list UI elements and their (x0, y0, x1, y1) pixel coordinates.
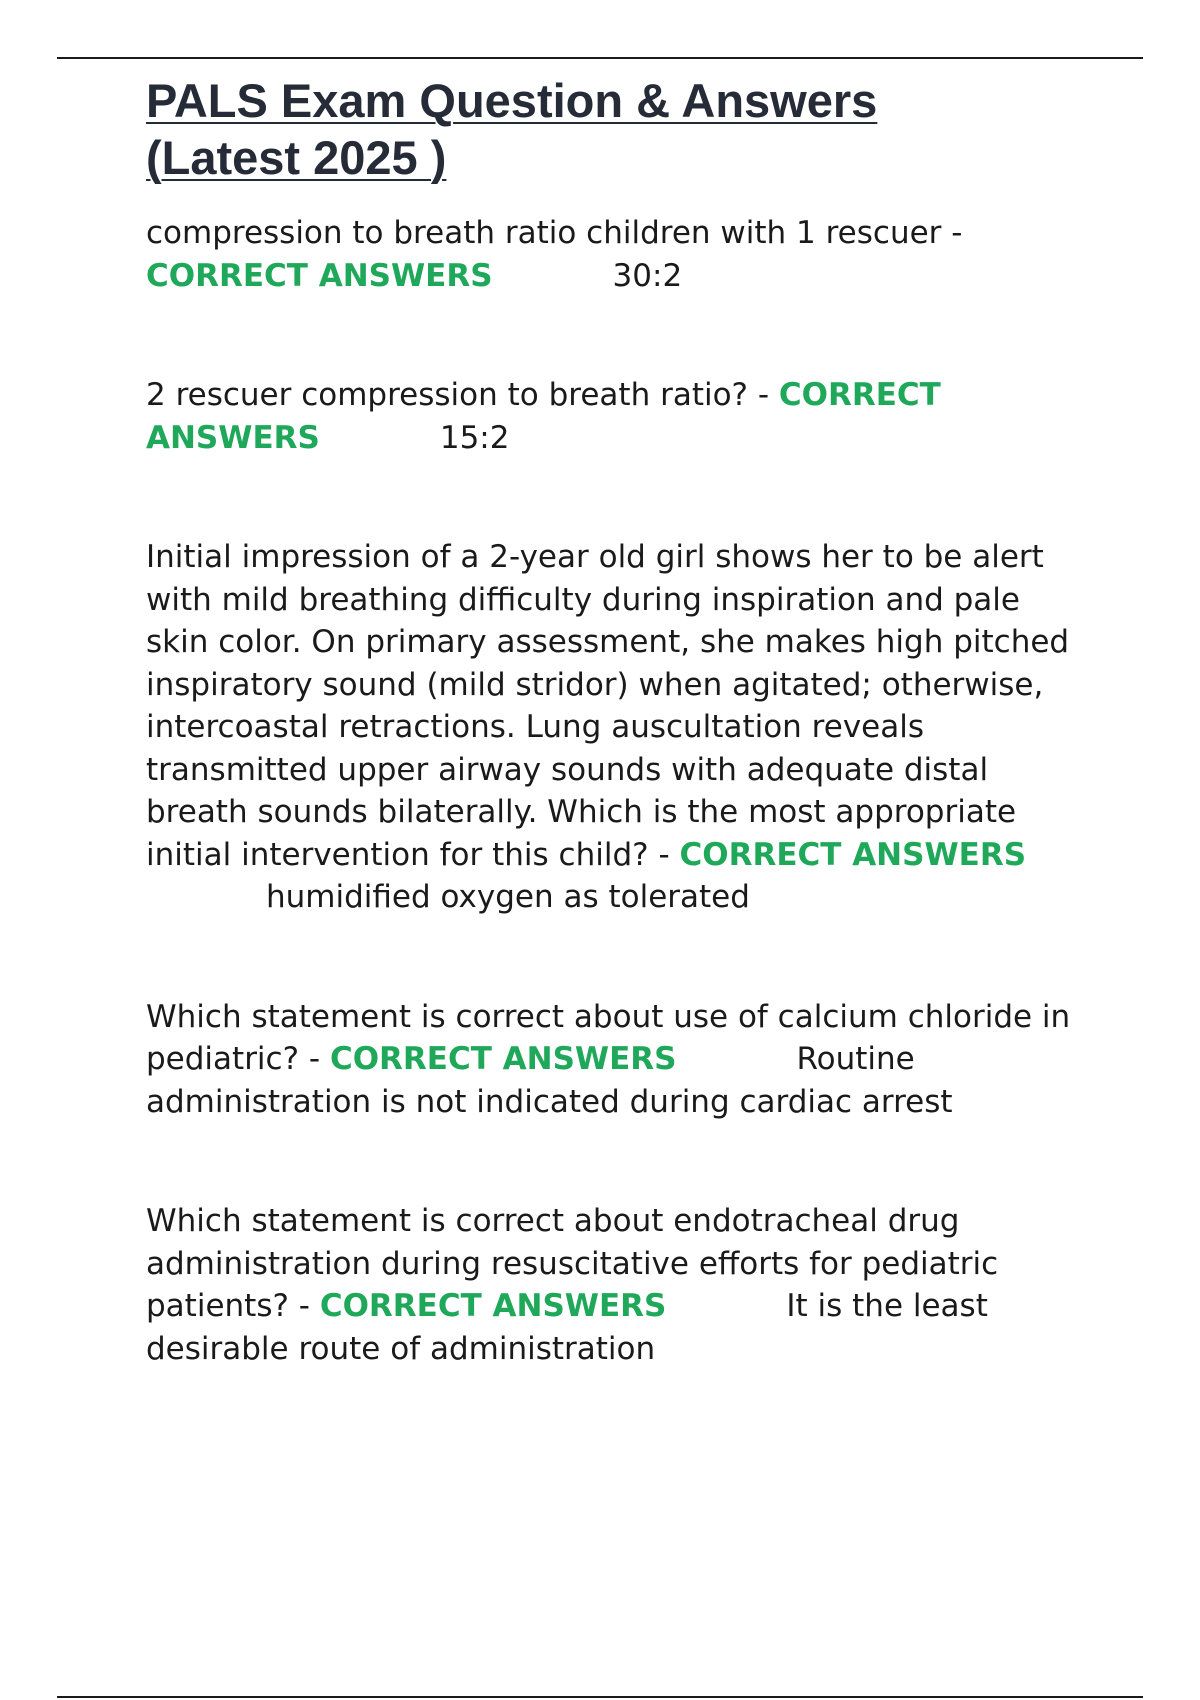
top-rule (57, 57, 1143, 59)
title-line-2: (Latest 2025 ) (146, 131, 447, 184)
qa-item-3 (146, 536, 1086, 919)
page-title (146, 72, 1086, 186)
title-line-1: PALS Exam Question & Answers (146, 74, 878, 127)
question-text: Which statement is correct about endotracheal drug administration during resuscitative efforts for pediatric patients? - (146, 1203, 999, 1324)
answer-text: 30:2 (612, 257, 683, 294)
qa-item-5 (146, 1200, 1086, 1370)
question-text: compression to breath ratio children with 1 rescuer - (146, 215, 963, 251)
answer-text: Routine administration is not indicated during cardiac arrest (146, 1041, 953, 1120)
qa-item-4 (146, 996, 1086, 1124)
correct-answers-label: CORRECT ANSWERS (329, 1041, 677, 1077)
answer-text: It is the least desirable route of administration (146, 1288, 988, 1367)
qa-item-2 (146, 374, 1086, 459)
correct-answers-label: CORRECT ANSWERS (679, 836, 1027, 873)
qa-item-1 (146, 212, 1086, 297)
question-text: 2 rescuer compression to breath ratio? - (146, 377, 770, 413)
question-text: Initial impression of a 2-year old girl shows her to be alert with mild breathing difficulty during inspiration and pale skin color. On primary assessment, she makes high pitched inspiratory sound (mild stridor) when agitated; otherwise, intercoastal retractions. Lung auscultation reveals transmitted upper airway sounds with adequate distal breath sounds bilaterally. Which is the most appropriate initial intervention for this child? - (146, 539, 1070, 873)
bottom-rule (57, 1696, 1143, 1698)
answer-text: 15:2 (439, 419, 510, 456)
document-page (146, 72, 1086, 1370)
question-text: Which statement is correct about use of calcium chloride in pediatric? - (146, 998, 1071, 1077)
correct-answers-label: CORRECT ANSWERS (146, 257, 493, 294)
correct-answers-label: CORRECT ANSWERS (146, 377, 941, 456)
answer-text: humidified oxygen as tolerated (266, 879, 750, 915)
correct-answers-label: CORRECT ANSWERS (319, 1288, 667, 1324)
